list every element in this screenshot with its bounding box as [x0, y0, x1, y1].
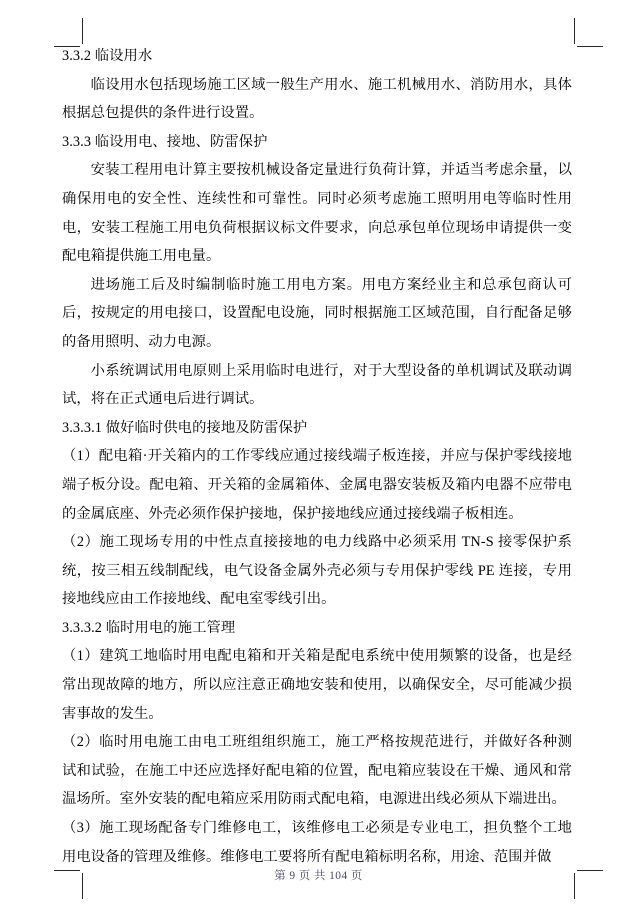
paragraph-grounding-item-2: （2）施工现场专用的中性点直接接地的电力线路中必须采用 TN-S 接零保护系统，按三相五线制配线，电气设备金属外壳必须与专用保护零线 PE 连接，专用接地线应由工作接地线、配电室零线引出。 — [62, 534, 572, 608]
page-number-label: 第 9 页 共 104 页 — [274, 870, 363, 882]
paragraph-temporary-water: 临设用水包括现场施工区域一般生产用水、施工机械用水、消防用水，具体根据总包提供的条件进行设置。 — [62, 76, 572, 122]
document-body — [62, 42, 572, 871]
section-heading: 3.3.3 临设用电、接地、防雷保护 — [62, 133, 268, 150]
section-heading: 3.3.3.2 临时用电的施工管理 — [62, 619, 236, 636]
section-heading: 3.3.3.1 做好临时供电的接地及防雷保护 — [62, 419, 308, 436]
paragraph-management-item-2: （2）临时用电施工由电工班组组织施工，施工严格按规范进行，并做好各种测试和试验，在施工中还应选择好配电箱的位置，配电箱应装设在干燥、通风和常温场所。室外安装的配电箱应采用防雨式配电箱，电源进出线必须从下端进出。 — [62, 734, 572, 808]
page-footer — [0, 867, 637, 883]
section-heading: 3.3.2 临设用水 — [62, 48, 153, 64]
paragraph-management-item-1: （1）建筑工地临时用电配电箱和开关箱是配电系统中使用频繁的设备，也是经常出现故障的地方，所以应注意正确地安装和使用，以确保安全，尽可能减少损害事故的发生。 — [62, 648, 572, 722]
paragraph-power-calculation: 安装工程用电计算主要按机械设备定量进行负荷计算，并适当考虑余量，以确保用电的安全性、连续性和可靠性。同时必须考虑施工照明用电等临时性用电，安装工程施工用电负荷根据议标文件要求，向总承包单位现场申请提供一变配电箱提供施工用电量。 — [62, 162, 572, 265]
paragraph-power-plan: 进场施工后及时编制临时施工用电方案。用电方案经业主和总承包商认可后，按规定的用电接口，设置配电设施，同时根据施工区域范围，自行配备足够的备用照明、动力电源。 — [62, 276, 572, 350]
paragraph-grounding-item-1: （1）配电箱·开关箱内的工作零线应通过接线端子板连接，并应与保护零线接地端子板分设。配电箱、开关箱的金属箱体、金属电器安装板及箱内电器不应带电的金属底座、外壳必须作保护接地，保护接地线应通过接线端子板相连。 — [62, 448, 572, 522]
crop-mark-top-right — [573, 18, 603, 48]
paragraph-management-item-3: （3）施工现场配备专门维修电工，该维修电工必须是专业电工，担负整个工地用电设备的管理及维修。维修电工要将所有配电箱标明名称，用途、范围并做 — [62, 820, 572, 865]
paragraph-commissioning: 小系统调试用电原则上采用临时电进行，对于大型设备的单机调试及联动调试，将在正式通电后进行调试。 — [62, 362, 572, 408]
